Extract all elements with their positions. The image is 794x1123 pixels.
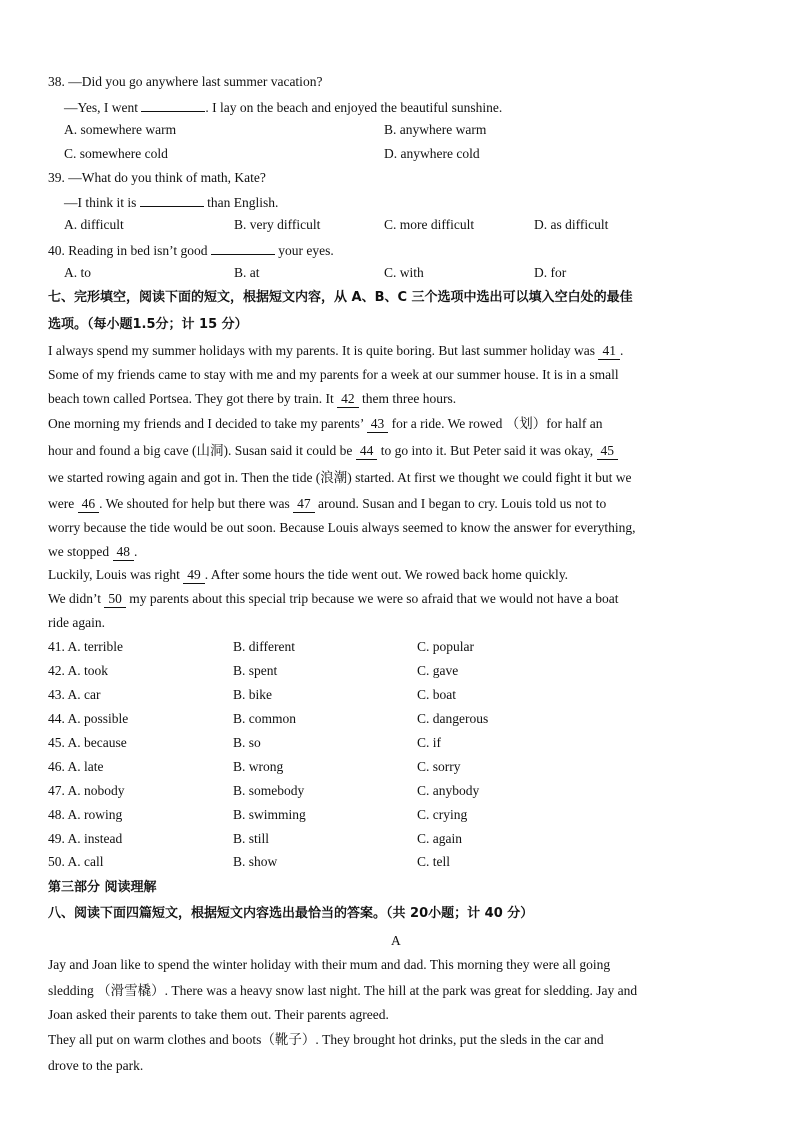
section7-heading-cont: 选项。（每小题1.5分；计 15 分） — [48, 317, 248, 332]
q40-option-d: D. for — [534, 265, 567, 280]
cloze-blank-43: 43 — [367, 416, 389, 433]
cloze-opt-43-a: 43. A. car — [48, 687, 101, 702]
cloze-opt-44-a: 44. A. possible — [48, 711, 129, 726]
part3-title: 第三部分 阅读理解 — [48, 880, 157, 895]
q39-prompt: 39. —What do you think of math, Kate? — [48, 170, 266, 185]
cloze-opt-42-a: 42. A. took — [48, 663, 109, 678]
q39-option-b: B. very difficult — [234, 217, 321, 232]
cloze-opt-49-b: B. still — [233, 831, 270, 846]
cloze-blank-44: 44 — [356, 443, 378, 460]
cloze-opt-45-b: B. so — [233, 735, 261, 750]
cloze-opt-48-c: C. crying — [417, 807, 468, 822]
cloze-opt-45-c: C. if — [417, 735, 442, 750]
cloze-opt-47-b: B. somebody — [233, 783, 305, 798]
cloze-opt-41-a: 41. A. terrible — [48, 639, 123, 654]
cloze-line-8: worry because the tide would be out soon. Because Louis always seemed to know the answer for everything, — [48, 520, 636, 535]
cloze-line-1: I always spend my summer holidays with my parents. It is quite boring. But last summer holiday was 41 . — [48, 343, 624, 358]
cloze-opt-45-a: 45. A. because — [48, 735, 127, 750]
q40-option-b: B. at — [234, 265, 260, 280]
cloze-opt-43-b: B. bike — [233, 687, 272, 702]
q40-blank — [211, 241, 275, 255]
cloze-line-10: Luckily, Louis was right 49 . After some hours the tide went out. We rowed back home quickly. — [48, 567, 569, 582]
cloze-blank-47: 47 — [293, 496, 315, 513]
cloze-opt-44-b: B. common — [233, 711, 296, 726]
cloze-opt-47-c: C. anybody — [417, 783, 480, 798]
passage-a-line-2: sledding （滑雪橇）. There was a heavy snow last night. The hill at the park was great for sledding. Jay and — [48, 983, 638, 998]
cloze-opt-41-c: C. popular — [417, 639, 474, 654]
cloze-blank-49: 49 — [183, 567, 205, 584]
q39-answer-line: —I think it is than English. — [64, 195, 279, 210]
passage-a-label: A — [391, 933, 401, 948]
q38-option-d: D. anywhere cold — [384, 146, 480, 161]
section8-heading: 八、阅读下面四篇短文，根据短文内容选出最恰当的答案。（共 20小题；计 40 分） — [48, 906, 534, 921]
q38-option-a: A. somewhere warm — [64, 122, 177, 137]
cloze-opt-43-c: C. boat — [417, 687, 456, 702]
cloze-opt-50-c: C. tell — [417, 854, 450, 869]
cloze-opt-44-c: C. dangerous — [417, 711, 489, 726]
cloze-blank-46: 46 — [78, 496, 100, 513]
cloze-line-6: we started rowing again and got in. Then the tide (浪潮) started. At first we thought we could fight it but we — [48, 470, 632, 485]
q39-option-a: A. difficult — [64, 217, 124, 232]
cloze-line-11: We didn’t 50 my parents about this special trip because we were so afraid that we would not have a boat — [48, 591, 619, 606]
q38-option-b: B. anywhere warm — [384, 122, 487, 137]
passage-a-line-5: drove to the park. — [48, 1058, 144, 1073]
cloze-opt-42-c: C. gave — [417, 663, 459, 678]
cloze-line-3: beach town called Portsea. They got there by train. It 42 them three hours. — [48, 391, 457, 406]
cloze-opt-49-a: 49. A. instead — [48, 831, 123, 846]
section7-heading: 七、完形填空，阅读下面的短文，根据短文内容，从 A、B、C 三个选项中选出可以填入空白处的最佳 — [48, 290, 633, 305]
cloze-blank-42: 42 — [337, 391, 359, 408]
q40-prompt: 40. Reading in bed isn’t good your eyes. — [48, 243, 334, 258]
q38-option-c: C. somewhere cold — [64, 146, 168, 161]
cloze-opt-47-a: 47. A. nobody — [48, 783, 125, 798]
cloze-blank-41: 41 — [598, 343, 620, 360]
cloze-blank-48: 48 — [113, 544, 135, 561]
cloze-line-2: Some of my friends came to stay with me and my parents for a week at our summer house. It is in a small — [48, 367, 619, 382]
cloze-opt-50-a: 50. A. call — [48, 854, 104, 869]
passage-a-line-1: Jay and Joan like to spend the winter holiday with their mum and dad. This morning they were all going — [48, 957, 611, 972]
passage-a-line-3: Joan asked their parents to take them out. Their parents agreed. — [48, 1007, 389, 1022]
q40-option-a: A. to — [64, 265, 91, 280]
cloze-opt-49-c: C. again — [417, 831, 462, 846]
q38-prompt: 38. —Did you go anywhere last summer vacation? — [48, 74, 323, 89]
cloze-opt-46-a: 46. A. late — [48, 759, 104, 774]
cloze-opt-42-b: B. spent — [233, 663, 278, 678]
q38-answer-line: —Yes, I went . I lay on the beach and enjoyed the beautiful sunshine. — [64, 100, 503, 115]
cloze-opt-48-b: B. swimming — [233, 807, 306, 822]
cloze-opt-46-b: B. wrong — [233, 759, 284, 774]
q39-option-d: D. as difficult — [534, 217, 609, 232]
cloze-line-9: we stopped 48 . — [48, 544, 138, 559]
cloze-line-12: ride again. — [48, 615, 105, 630]
cloze-opt-46-c: C. sorry — [417, 759, 461, 774]
q40-option-c: C. with — [384, 265, 424, 280]
q39-option-c: C. more difficult — [384, 217, 475, 232]
cloze-blank-50: 50 — [104, 591, 126, 608]
q38-blank — [141, 98, 205, 112]
cloze-line-5: hour and found a big cave (山洞). Susan said it could be 44 to go into it. But Peter said it was okay, 45 — [48, 443, 618, 460]
q39-blank — [140, 193, 204, 207]
cloze-opt-48-a: 48. A. rowing — [48, 807, 123, 822]
cloze-blank-45: 45 — [597, 443, 619, 460]
cloze-opt-41-b: B. different — [233, 639, 295, 654]
cloze-opt-50-b: B. show — [233, 854, 278, 869]
passage-a-line-4: They all put on warm clothes and boots（靴子）. They brought hot drinks, put the sleds in the car and — [48, 1032, 604, 1047]
cloze-line-7: were 46 . We shouted for help but there was 47 around. Susan and I began to cry. Louis told us not to — [48, 496, 607, 511]
cloze-line-4: One morning my friends and I decided to take my parents’ 43 for a ride. We rowed （划）for half an — [48, 416, 603, 431]
